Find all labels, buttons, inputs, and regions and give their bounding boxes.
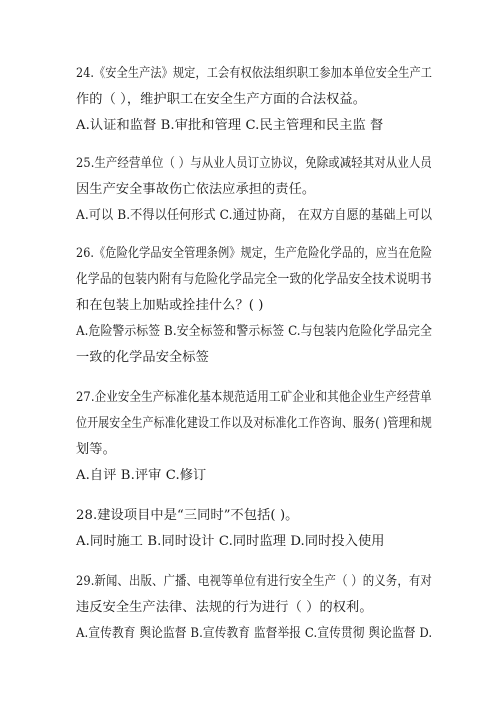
q27-stem-line-3: 划等。	[76, 442, 116, 457]
q27-stem-line-1: 27.企业安全生产标准化基本规范适用工矿企业和其他企业生产经营单	[76, 390, 432, 405]
q28-options: A.同时施工 B.同时设计 C.同时监理 D.同时投入使用	[76, 534, 385, 549]
q28-stem: 28.建设项目中是“三同时”不包括( )。	[76, 508, 299, 523]
q26-options-line-2: 一致的化学品安全标签	[76, 350, 209, 365]
q25-stem-line-1: 25.生产经营单位（ ）与从业人员订立协议，免除或减轻其对从业人员	[76, 156, 432, 171]
q27-options: A.自评 B.评审 C.修订	[76, 468, 207, 483]
q25-options: A.可以 B.不得以任何形式 C.通过协商， 在双方自愿的基础上可以	[76, 208, 433, 223]
q27-stem-line-2: 位开展安全生产标准化建设工作以及对标准化工作咨询、服务( )管理和规	[76, 416, 432, 431]
q26-stem-line-1: 26.《危险化学品安全管理条例》规定，生产危险化学品的，应当在危险	[76, 246, 433, 261]
q25-stem-line-2: 因生产安全事故伤亡依法应承担的责任。	[76, 182, 316, 197]
q26-options-line-1: A.危险警示标签 B.安全标签和警示标签 C.与包装内危险化学品完全	[76, 324, 433, 339]
q24-stem-line-2: 作的（ ），维护职工在安全生产方面的合法权益。	[76, 92, 367, 107]
q24-stem-line-1: 24.《安全生产法》规定，工会有权依法组织职工参加本单位安全生产工	[76, 66, 433, 81]
q29-options: A.宣传教育 舆论监督 B.宣传教育 监督举报 C.宣传贯彻 舆论监督 D.	[76, 626, 433, 641]
q29-stem-line-1: 29.新闻、出版、广播、电视等单位有进行安全生产（ ）的义务，有对	[76, 574, 432, 589]
q26-stem-line-3: 和在包装上加贴或拴挂什么？( )	[76, 298, 264, 313]
q26-stem-line-2: 化学品的包装内附有与危险化学品完全一致的化学品安全技术说明书	[76, 272, 432, 287]
q24-options: A.认证和监督 B.审批和管理 C.民主管理和民主监 督	[76, 118, 384, 133]
q29-stem-line-2: 违反安全生产法律、法规的行为进行（ ）的权利。	[76, 600, 373, 615]
